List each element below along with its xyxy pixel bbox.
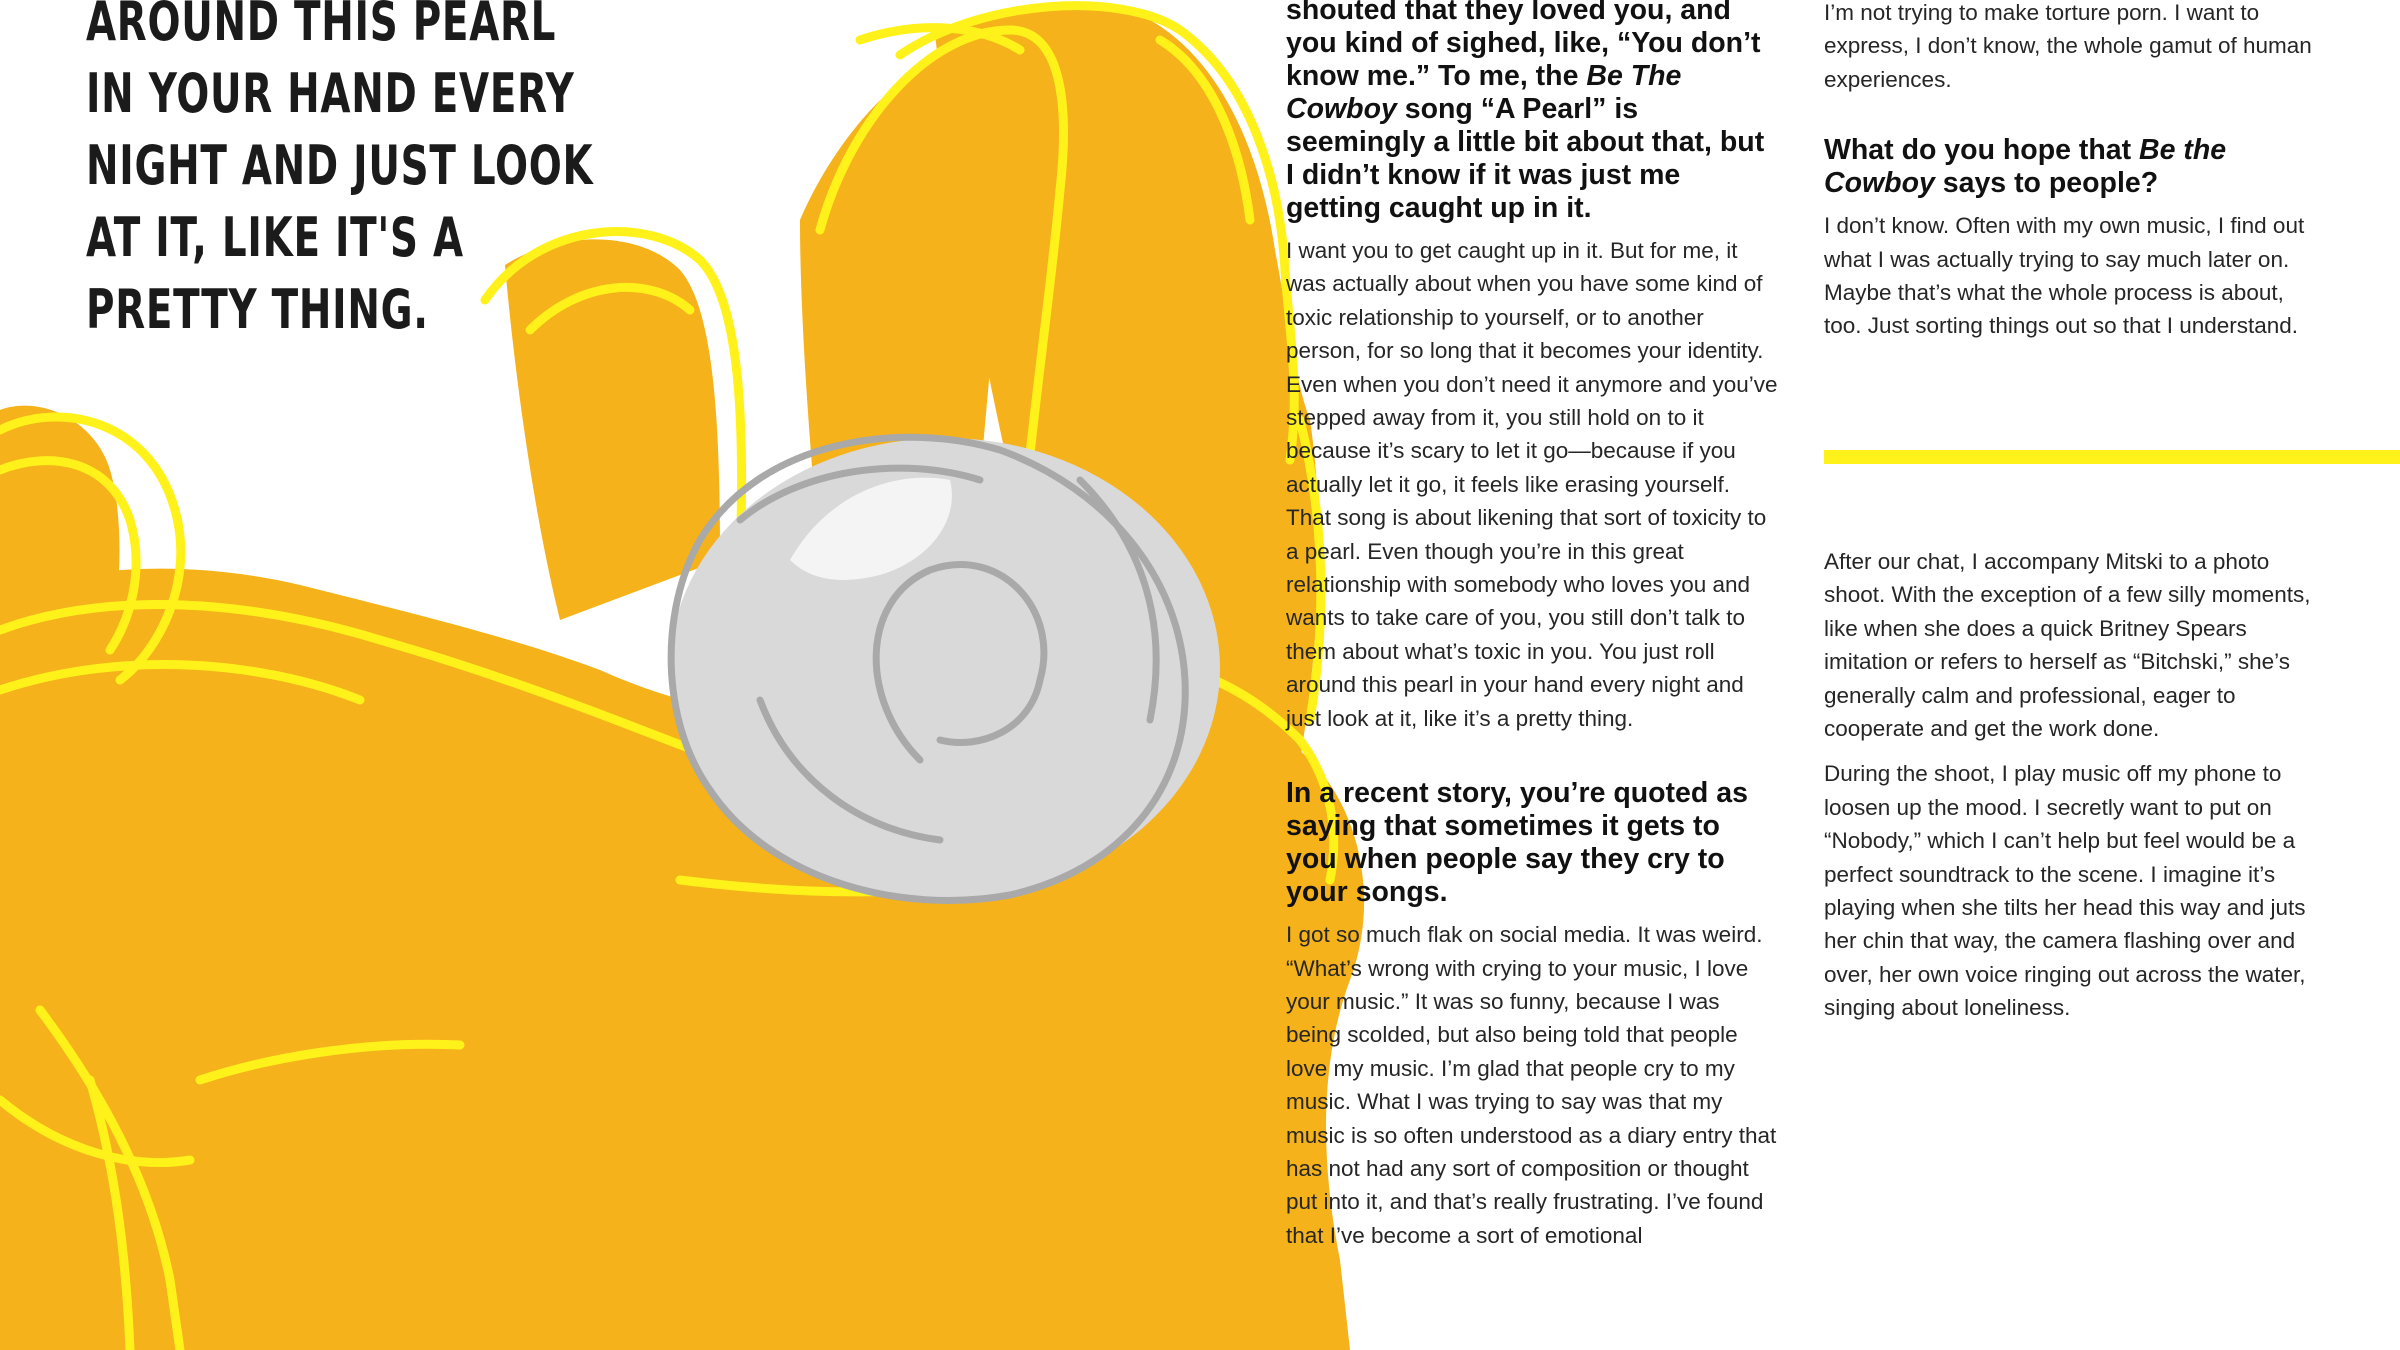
pearl [670,437,1220,900]
pull-quote-line: IN YOUR HAND EVERY [86,62,575,125]
pull-quote-line: NIGHT AND JUST LOOK [86,134,594,197]
epilogue-paragraph: After our chat, I accompany Mitski to a photo shoot. With the exception of a few silly moments, like when she does a quick Britney Spears imitation or refers to herself as “Bitchski,” she’s generally calm and professional, eager to cooperate and get the work done. [1824,549,2311,742]
interview-answer: I want you to get caught up in it. But for me, it was actually about when you have some kind of toxic relationship to yourself, or to another person, for so long that it becomes your identity. Even when you don’t need it anymore and you’ve stepped away from it, you still hold on to it because it’s scary to let it go—because if you actually let it go, it feels like erasing yourself. That song is about likening that sort of toxicity to a pearl. Even though you’re in this great relationship with somebody who loves you and wants to take care of you, you still don’t talk to them about what’s toxic in you. You just roll around this pearl in your hand every night and just look at it, like it’s a pretty thing. [1286,238,1778,731]
section-divider [1824,450,2400,464]
pull-quote-line: AROUND THIS PEARL [86,0,557,53]
interview-answer: I’m not trying to make torture porn. I want to express, I don’t know, the whole gamut of human experiences. [1824,0,2312,92]
article-column-1 [1286,0,1778,1252]
pull-quote [86,0,648,346]
interview-question: In a recent story, you’re quoted as saying that sometimes it gets to you when people say they cry to your songs. [1286,777,1748,909]
epilogue-paragraph: During the shoot, I play music off my phone to loosen up the mood. I secretly want to put on “Nobody,” which I can’t help but feel would be a perfect soundtrack to the scene. I imagine it’s playing when she tilts her head this way and juts her chin that way, the camera flashing over and over, her own voice ringing out across the water, singing about loneliness. [1824,761,2306,1021]
pull-quote-line: AT IT, LIKE IT'S A [86,206,464,269]
article-column-2 [1824,0,2324,343]
pull-quote-line: PRETTY THING. [86,278,429,341]
interview-answer: I got so much flak on social media. It was weird. “What’s wrong with crying to your music, I love your music.” It was so funny, because I was being scolded, but also being told that people love my music. I’m glad that people cry to my music. What I was trying to say was that my music is so often understood as a diary entry that has not had any sort of composition or thought put into it, and that’s really frustrating. I’ve found that I’ve become a sort of emotional [1286,922,1777,1248]
interview-answer: I don’t know. Often with my own music, I find out what I was actually trying to say much later on. Maybe that’s what the whole process is about, too. Just sorting things out so that I understand. [1824,213,2305,339]
epilogue-text [1824,545,2324,1025]
interview-question: What do you hope that Be the Cowboy says to people? [1824,134,2227,200]
interview-question: shouted that they loved you, and you kind of sighed, like, “You don’t know me.” To me, the Be The Cowboy song “A Pearl” is seemingly a little bit about that, but I didn’t know if it was just me getting caught up in it. [1286,0,1765,224]
